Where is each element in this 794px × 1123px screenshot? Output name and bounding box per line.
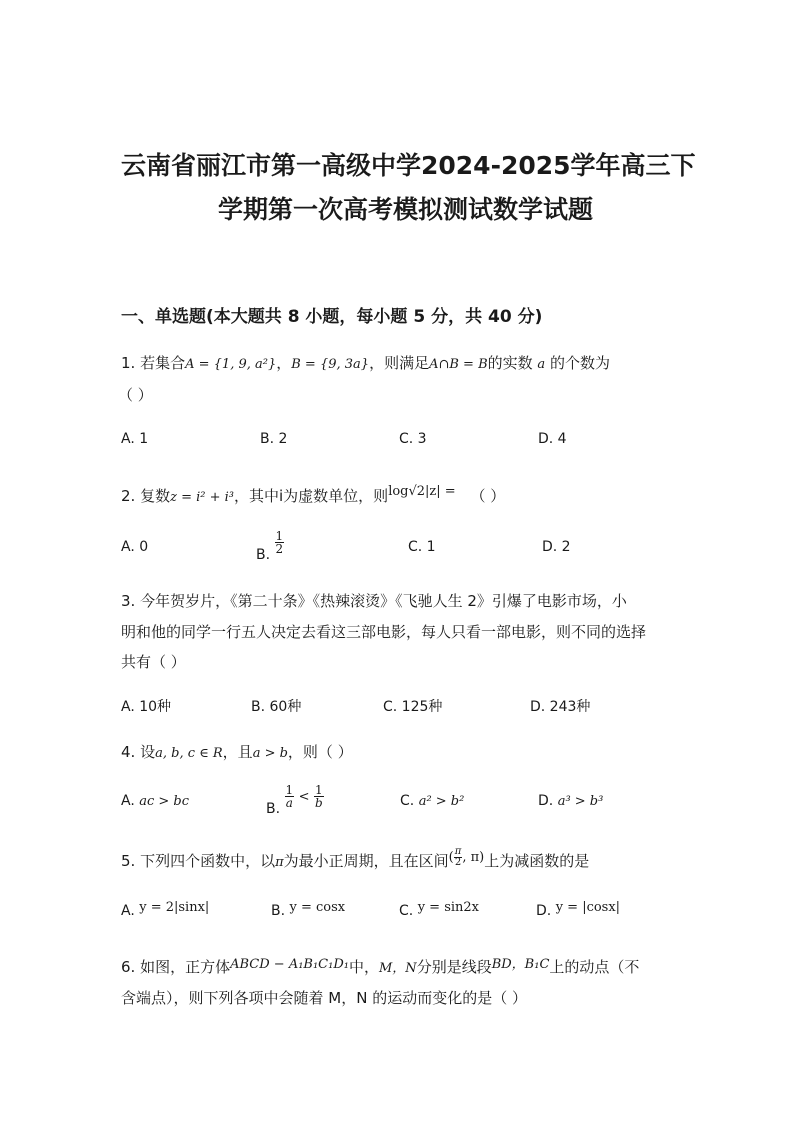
question-number: 6.: [121, 958, 136, 976]
math-var: a: [537, 357, 546, 372]
section-heading: 一、单选题(本大题共 8 小题，每小题 5 分，共 40 分): [121, 307, 543, 327]
option-label: D.: [536, 903, 552, 919]
denominator: 2: [275, 542, 284, 556]
question-text: 若集合: [140, 354, 186, 372]
math-cube: ABCD − A₁B₁C₁D₁: [230, 957, 349, 972]
math-expression: y = |cosx|: [555, 900, 621, 915]
numerator: 1: [285, 783, 294, 797]
question-text: 如图，正方体: [140, 958, 231, 976]
math-set-a: A = {1, 9, a²}: [185, 357, 277, 372]
option-a[interactable]: A. 0: [121, 539, 149, 555]
question-3-line2: 明和他的同学一行五人决定去看这三部电影，每人只看一部电影，则不同的选择: [121, 623, 647, 641]
fraction-pi-over-2: $\frac{\pi}{2}$: [454, 846, 462, 868]
option-b[interactable]: B. 2: [260, 431, 288, 447]
question-6: [121, 956, 639, 977]
question-6-line2: 含端点），则下列各项中会随着 M，N 的运动而变化的是（ ）: [121, 989, 527, 1007]
option-label: A.: [121, 793, 135, 809]
question-text: ，且: [222, 743, 253, 761]
question-1: [121, 352, 610, 373]
question-text: 中，: [348, 958, 379, 976]
option-b[interactable]: B. 60种: [251, 699, 302, 715]
math-expression: y = sin2x: [417, 900, 479, 915]
fraction-one-half: [275, 530, 285, 555]
option-d[interactable]: D. 4: [538, 431, 567, 447]
question-3-line3: 共有（ ）: [121, 653, 186, 671]
question-text: ，其中i为虚数单位，则: [234, 487, 389, 505]
option-d[interactable]: D. 2: [542, 539, 571, 555]
question-4: [121, 741, 353, 762]
option-d[interactable]: D. 243种: [530, 699, 591, 715]
option-a[interactable]: A. 1: [121, 431, 149, 447]
question-text: 的个数为: [549, 354, 610, 372]
question-text: 今年贺岁片，《第二十条》《热辣滚烫》《飞驰人生 2》引爆了电影市场，小: [140, 592, 627, 610]
fraction-one-over-b: [314, 784, 324, 809]
question-3: [121, 590, 627, 611]
question-text: 的实数: [487, 354, 533, 372]
option-b[interactable]: [256, 529, 284, 563]
option-c[interactable]: C. 125种: [383, 699, 443, 715]
question-text: 上的动点（不: [549, 958, 640, 976]
math-expression: ac > bc: [139, 794, 190, 809]
math-expression: y = 2|sinx|: [139, 900, 210, 915]
question-text: ，则（ ）: [287, 743, 353, 761]
math-set-b: B = {9, 3a}: [291, 357, 370, 372]
option-d[interactable]: [536, 900, 621, 919]
denominator: a: [285, 796, 293, 810]
numerator: 1: [314, 783, 323, 797]
answer-parentheses: （ ）: [470, 487, 506, 505]
math-condition: a > b: [252, 746, 288, 761]
answer-parentheses: （ ）: [118, 386, 153, 404]
math-vars: a, b, c ∈ R: [155, 746, 223, 761]
option-b[interactable]: [271, 900, 346, 919]
question-text: 上为减函数的是: [484, 852, 590, 870]
math-segments: BD，B₁C: [491, 957, 550, 972]
punctuation: ，: [276, 354, 292, 372]
option-label: B.: [266, 800, 281, 817]
math-interval: ( $\frac{\pi}{2}$ , π): [448, 846, 485, 868]
question-number: 2.: [121, 487, 136, 505]
math-log: log√2|z| =: [388, 484, 456, 499]
option-c[interactable]: [400, 793, 464, 809]
math-points: M，N: [379, 961, 417, 976]
question-text: 为最小正周期，且在区间: [283, 852, 449, 870]
math-pi: π: [275, 855, 284, 870]
option-a[interactable]: A. 10种: [121, 699, 172, 715]
option-label: A.: [121, 903, 135, 919]
question-number: 4.: [121, 743, 136, 761]
math-expression: a² > b²: [418, 794, 465, 809]
question-2: [121, 485, 505, 506]
option-b[interactable]: [266, 783, 324, 817]
denominator: b: [314, 796, 323, 810]
question-text: ，则满足: [369, 354, 430, 372]
option-c[interactable]: C. 3: [399, 431, 427, 447]
math-expression: y = cosx: [289, 900, 346, 915]
numerator: 1: [275, 529, 284, 543]
option-label: C.: [400, 793, 415, 809]
option-c[interactable]: C. 1: [408, 539, 436, 555]
question-text: 设: [140, 743, 156, 761]
fraction-one-over-a: [285, 784, 295, 809]
option-label: B.: [271, 903, 286, 919]
option-c[interactable]: [399, 900, 479, 919]
page-title-line2: 学期第一次高考模拟测试数学试题: [218, 195, 594, 224]
option-label: D.: [538, 793, 554, 809]
question-number: 1.: [121, 354, 136, 372]
option-label: C.: [399, 903, 414, 919]
option-label: B.: [256, 546, 271, 563]
math-expression: a³ > b³: [557, 794, 604, 809]
question-text: 下列四个函数中，以: [140, 852, 276, 870]
question-number: 3.: [121, 592, 136, 610]
question-text: 复数: [140, 487, 171, 505]
math-expression: z = i² + i³: [170, 490, 235, 505]
question-text: 分别是线段: [416, 958, 492, 976]
option-a[interactable]: [121, 900, 210, 919]
option-d[interactable]: [538, 793, 603, 809]
less-than: <: [298, 789, 310, 805]
option-a[interactable]: [121, 793, 189, 809]
question-5: [121, 846, 590, 873]
math-condition: A∩B = B: [429, 357, 488, 372]
page-title-line1: 云南省丽江市第一高级中学2024-2025学年高三下: [121, 151, 696, 180]
question-number: 5.: [121, 852, 136, 870]
